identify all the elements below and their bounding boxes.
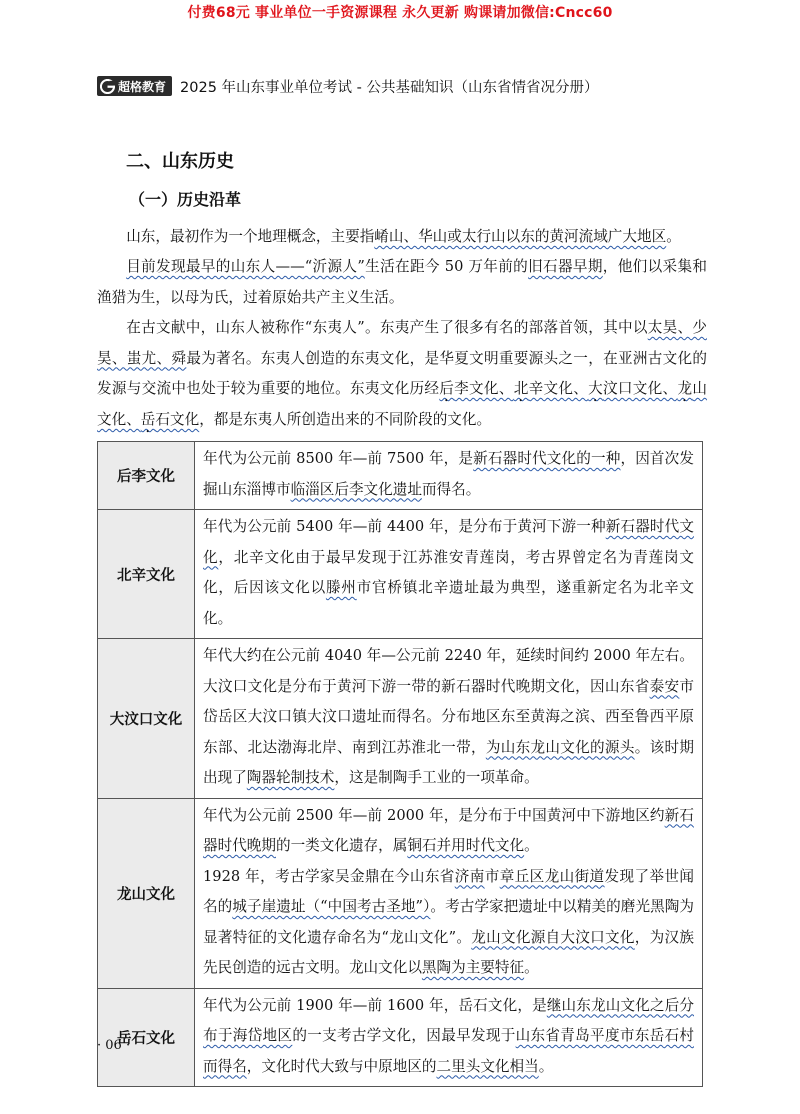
text: 最为著名。东夷人创造的东夷文化，是华夏文明重要源头之一，在亚洲古文化的发源与交流中也处于较为重要的地位。东夷文化历经 (97, 349, 707, 397)
highlight: 济南 (454, 867, 485, 885)
text: 的一类文化遗存，属 (275, 837, 408, 854)
text: ，文化时代大致与中原地区的 (246, 1057, 437, 1075)
emphasis: 大 (588, 380, 604, 397)
table-row (98, 798, 703, 988)
text: 生活在距今 50 万年前的 (364, 258, 529, 275)
highlight: 新石器时代文化 (203, 518, 694, 566)
description-text (203, 801, 694, 862)
emphasis: 后 (439, 380, 455, 397)
document-title: 2025 年山东事业单位考试 - 公共基础知识（山东省情省况分册） (180, 79, 599, 96)
text: 市岱岳区大汶口镇大汶口遗址而得名。分布地区东至黄海之滨、西至鲁西平原东部、北达渤海北岸、南到江苏淮北一带， (203, 677, 694, 756)
logo-g-icon (100, 79, 115, 94)
paragraph-yiyuan-man (97, 252, 707, 313)
culture-description (195, 798, 703, 988)
emphasis: 龙 (677, 380, 693, 397)
table-row (98, 510, 703, 639)
text: ，他们以采集和渔猎为生，以母为氏，过着原始共产主义生活。 (97, 258, 707, 306)
culture-name: 北辛文化 (98, 510, 195, 639)
paragraph-origin (97, 222, 707, 253)
highlight: 太昊、少昊、蚩尤、舜 (97, 319, 707, 367)
text: 年代为公元前 2500 年—前 2000 年，是分布于中国黄河中下游地区约 (203, 806, 665, 824)
description-text (203, 862, 694, 984)
text: 。考古学家把遗址中以精美的磨光黑陶为显著特征的文化遗存命名为“龙山文化”。 (203, 898, 694, 946)
highlight: 汶口文化、 (603, 380, 678, 397)
text: ，为汉族先民创造的远古文明。龙山文化以 (203, 928, 694, 976)
section-heading: 二、山东历史 (126, 151, 234, 172)
culture-name: 大汶口文化 (98, 639, 195, 799)
table-row (98, 639, 703, 799)
highlight: 新石器时代晚期 (203, 806, 694, 854)
highlight: 陶器轮制技术 (246, 769, 335, 786)
emphasis: 岳 (140, 411, 156, 428)
text: 。 (538, 1057, 554, 1075)
highlight: 临淄区后李文化遗址 (290, 480, 422, 498)
text: ，因首次发掘山东淄博市 (203, 450, 694, 498)
text: 。该时期出现了 (203, 738, 694, 786)
description-text (203, 512, 694, 634)
highlight: 二里头文化相当 (436, 1057, 539, 1075)
culture-description (195, 510, 703, 639)
text: 而得名。 (421, 480, 481, 498)
paragraph-dongyi (97, 313, 707, 436)
highlight: 龙山文化源自大汶口文化 (471, 928, 635, 946)
promo-banner: 付费68元 事业单位一手资源课程 永久更新 购课请加微信:Cncc60 (187, 5, 613, 21)
highlight: 石文化 (155, 411, 200, 428)
highlight: 辛文化、 (528, 380, 589, 397)
highlight: 崤山、华山或太行山以东的黄河流域广大地区 (374, 228, 667, 245)
highlight: 泰安 (649, 677, 680, 695)
text: ，都是东夷人所创造出来的不同阶段的文化。 (199, 411, 492, 428)
text: ，北辛文化由于最早发现于江苏淮安青莲岗，考古界曾定名为青莲岗文化，后因该文化以 (203, 548, 694, 596)
culture-name: 后李文化 (98, 442, 195, 510)
text: 年代为公元前 1900 年—前 1600 年，岳石文化，是 (203, 996, 547, 1014)
page-header (97, 75, 707, 97)
text: 市 (484, 867, 500, 885)
text: 在古文献中，山东人被称作“东夷人”。东夷产生了很多有名的部落首领，其中以 (126, 319, 648, 336)
description-text (203, 991, 694, 1083)
highlight: 滕州 (325, 579, 357, 596)
brand-logo (97, 76, 172, 96)
highlight: 目前发现最早的山东人——“沂源人” (126, 258, 365, 275)
emphasis: 北 (513, 380, 529, 397)
highlight: 黑陶为主要特征 (421, 959, 525, 976)
highlight: 旧石器早期 (528, 258, 603, 275)
text: 的一支考古学文化，因最早发现于 (292, 1027, 516, 1044)
text: 。 (524, 837, 539, 854)
highlight: 为山东龙山文化的源头 (485, 738, 635, 756)
culture-name: 岳石文化 (98, 988, 195, 1087)
highlight: 新石器时代文化的一种 (473, 450, 621, 467)
highlight: 李文化、 (454, 380, 514, 397)
highlight: 章丘区龙山街道 (499, 867, 605, 885)
culture-name: 龙山文化 (98, 798, 195, 988)
text: 发现了举世闻名的 (203, 867, 694, 915)
text: 山东，最初作为一个地理概念，主要指 (126, 228, 375, 245)
subsection-heading: （一）历史沿革 (129, 190, 242, 209)
page-number: · 06 · (97, 1038, 131, 1053)
text: 市官桥镇北辛遗址最为典型，遂重新定名为北辛文化。 (203, 579, 694, 627)
text: 年代为公元前 5400 年—前 4400 年，是分布于黄河下游一种 (203, 518, 606, 535)
text: ，这是制陶手工业的一项革命。 (334, 769, 539, 786)
description-text (203, 444, 694, 505)
highlight: 山东省青岛平度市东岳石村而得名 (203, 1027, 694, 1075)
highlight: 城子崖遗址（“中国考古圣地”） (232, 898, 431, 915)
text: 1928 年，考古学家吴金鼎在今山东省 (203, 867, 455, 885)
text: 年代大约在公元前 4040 年—公元前 2240 年，延续时间约 2000 年左右。大汶口文化是分布于黄河下游一带的新石器时代晚期文化，因山东省 (203, 647, 694, 695)
text: 。 (524, 959, 539, 976)
logo-text: 超格教育 (118, 79, 167, 94)
highlight: 继山东龙山文化之后分布于海岱地区 (203, 996, 694, 1044)
culture-description (195, 988, 703, 1087)
culture-description (195, 639, 703, 799)
text: 年代为公元前 8500 年—前 7500 年，是 (203, 450, 474, 467)
highlight: 铜石并用时代文化 (407, 837, 525, 854)
table-row (98, 988, 703, 1087)
text: 。 (666, 228, 681, 245)
table-row (98, 442, 703, 510)
description-text (203, 641, 694, 794)
culture-description (195, 442, 703, 510)
highlight: 山文化、 (97, 380, 707, 428)
culture-table (97, 441, 703, 1087)
